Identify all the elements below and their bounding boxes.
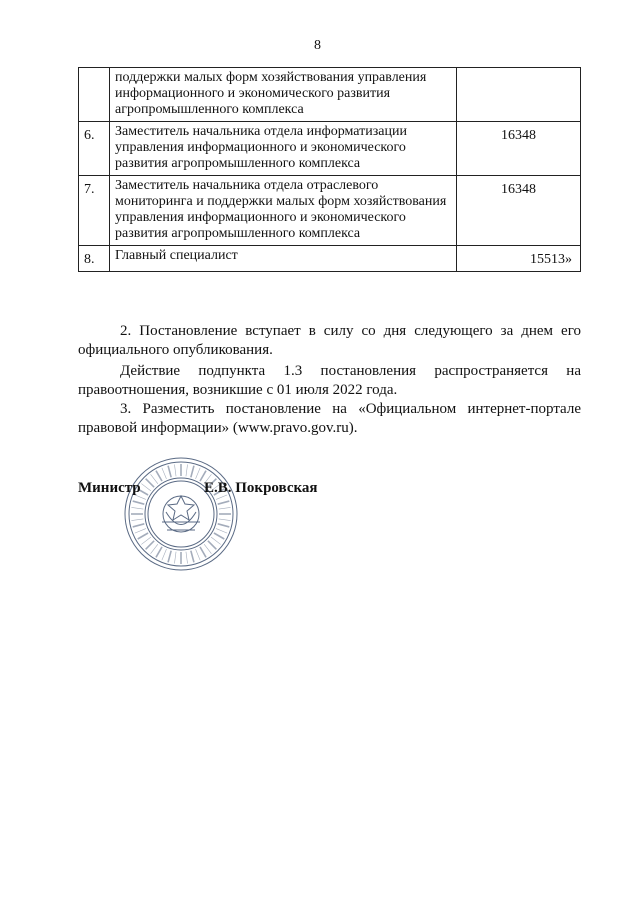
seal-lettering-mark <box>168 551 171 563</box>
seal-lettering-mark <box>208 541 216 549</box>
seal-lettering-mark <box>174 552 176 564</box>
table-row <box>79 246 581 272</box>
seal-lettering-mark <box>141 484 151 491</box>
paragraph-line: правоотношения, возникшие с 01 июля 2022 года. <box>78 382 398 398</box>
position-title: Главный специалист <box>110 246 457 272</box>
seal-lettering-mark <box>204 544 211 554</box>
seal-lettering-mark <box>146 479 154 487</box>
table-row <box>79 68 581 122</box>
seal-lettering-mark <box>196 468 201 479</box>
seal-lettering-mark <box>211 537 221 544</box>
seal-lettering-mark <box>133 501 145 504</box>
seal-lettering-mark <box>151 544 158 554</box>
salary-value <box>457 68 581 122</box>
seal-lettering-mark <box>214 533 224 539</box>
seal-lettering-mark <box>174 464 176 476</box>
row-number: 8. <box>79 246 110 272</box>
table-row <box>79 122 581 176</box>
seal-lettering-mark <box>131 519 143 521</box>
seal-lettering-mark <box>218 524 230 527</box>
position-title: Заместитель начальника отдела отраслевого мониторинга и поддержки малых форм хозяйствования управления информационного и экономического развития агропромышленного комплекса <box>110 176 457 246</box>
paragraph-line: 2. Постановление вступает в силу со дня следующего за днем его <box>120 323 581 339</box>
seal-lettering-mark <box>133 524 145 527</box>
row-number: 6. <box>79 122 110 176</box>
row-number <box>79 68 110 122</box>
seal-lettering-mark <box>200 547 206 557</box>
salary-value: 15513» <box>457 246 581 272</box>
seal-lettering-mark <box>141 537 151 544</box>
seal-lettering-mark <box>146 541 154 549</box>
seal-lettering-mark <box>168 466 171 478</box>
seal-lettering-mark <box>191 551 194 563</box>
position-title: поддержки малых форм хозяйствования управления информационного и экономического развития агропромышленного комплекса <box>110 68 457 122</box>
seal-lettering-mark <box>219 507 231 509</box>
seal-lettering-mark <box>216 529 227 534</box>
position-title: Заместитель начальника отдела информатизации управления информационного и экономического развития агропромышленного комплекса <box>110 122 457 176</box>
salary-value: 16348 <box>457 122 581 176</box>
paragraph-line: правовой информации» (www.pravo.gov.ru). <box>78 420 358 436</box>
signatory-name: Е.В. Покровская <box>204 480 318 496</box>
seal-lettering-mark <box>186 464 188 476</box>
seal-lettering-mark <box>135 529 146 534</box>
seal-lettering-mark <box>196 549 201 560</box>
seal-lettering-mark <box>162 549 167 560</box>
seal-lettering-mark <box>162 468 167 479</box>
seal-lettering-mark <box>191 466 194 478</box>
seal-lettering-mark <box>156 547 162 557</box>
paragraph-effective-date <box>78 322 581 360</box>
positions-salary-table <box>78 67 581 272</box>
paragraph-line: Действие подпункта 1.3 постановления распространяется на <box>120 363 581 379</box>
table-row <box>79 176 581 246</box>
paragraph-line: 3. Разместить постановление на «Официальном интернет-портале <box>120 401 581 417</box>
page-number: 8 <box>314 38 321 53</box>
seal-lettering-mark <box>138 533 148 539</box>
paragraph-applicability <box>78 362 581 400</box>
signatory-role: Министр <box>78 480 141 496</box>
salary-value: 16348 <box>457 176 581 246</box>
seal-lettering-mark <box>219 519 231 521</box>
row-number: 7. <box>79 176 110 246</box>
seal-lettering-mark <box>151 474 158 484</box>
seal-lettering-mark <box>218 501 230 504</box>
paragraph-line: официального опубликования. <box>78 342 273 358</box>
seal-lettering-mark <box>156 471 162 481</box>
seal-lettering-mark <box>131 507 143 509</box>
official-seal-stamp <box>122 452 240 576</box>
seal-lettering-mark <box>186 552 188 564</box>
paragraph-publication <box>78 400 581 438</box>
